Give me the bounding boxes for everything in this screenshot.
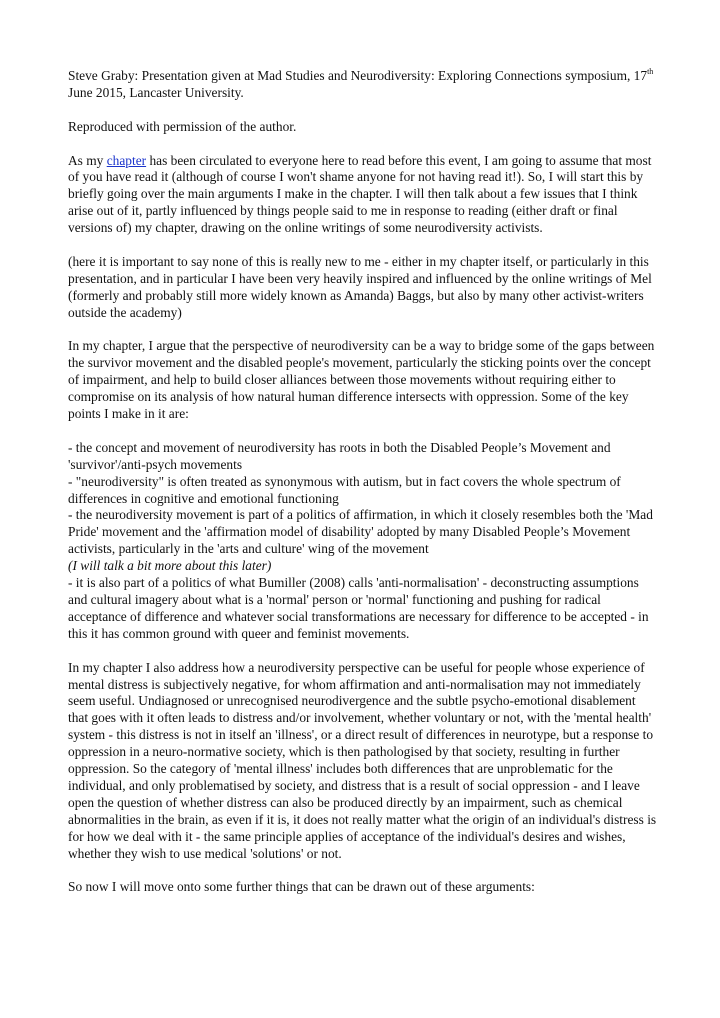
key-point: - the neurodiversity movement is part of a politics of affirmation, in which it closely resembles both the 'Mad Pride' movement and the 'affirmation model of disability' adopted by many Disabled People’s Movement activists, particularly in the 'arts and culture' wing of the movement: [68, 507, 653, 557]
aside-paragraph: (here it is important to say none of this is really new to me - either in my chapter itself, or particularly in this presentation, and in particular I have been very heavily inspired and influenced by the online writings of Mel (formerly and probably still more widely known as Amanda) Baggs, but also by many other activist-writers outside the academy): [68, 253, 652, 320]
chapter-link[interactable]: chapter: [106, 152, 147, 168]
key-point: - it is also part of a politics of what Bumiller (2008) calls 'anti-normalisation' - deconstructing assumptions and cultural imagery about what is a 'normal' person or 'normal' functioning and pushing for radical acceptance of difference and whatever social transformations are necessary for difference to be accepted - in this it has common ground with queer and feminist movements.: [68, 575, 649, 641]
header-superscript: th: [647, 67, 654, 76]
closing-paragraph: So now I will move onto some further things that can be drawn out of these arguments:: [68, 879, 535, 895]
key-point-note: (I will talk a bit more about this later): [68, 558, 272, 574]
intro-text-start: As my: [68, 152, 107, 168]
document-page: [68, 68, 658, 913]
intro-text-rest: has been circulated to everyone here to read before this event, I am going to assume that most of you have read it (although of course I won't shame anyone for not having read it!). So, I will start this by briefly going over the main arguments I make in the chapter. I will then talk about a few issues that I think arise out of it, partly influenced by things people said to me in response to reading (either draft or final versions of) my chapter, drawing on the online writings of some neurodiversity activists.: [68, 152, 652, 236]
intro-paragraph: [68, 153, 658, 238]
header-text: Steve Graby: Presentation given at Mad Studies and Neurodiversity: Exploring Connections symposium, 17: [68, 68, 648, 83]
key-point: - the concept and movement of neurodiversity has roots in both the Disabled People’s Movement and 'survivor'/anti-psych movements: [68, 439, 611, 472]
argument-paragraph: In my chapter, I argue that the perspective of neurodiversity can be a way to bridge some of the gaps between the survivor movement and the disabled people's movement, particularly the sticking points over the concept of impairment, and help to build closer alliances between those movements without requiring either to compromise on its analysis of how natural human difference intersects with oppression. Some of the key points I make in it are:: [68, 338, 655, 422]
key-points-list: [68, 440, 658, 643]
header-text-end: June 2015, Lancaster University.: [68, 84, 244, 100]
document-header: [68, 68, 658, 102]
distress-paragraph: In my chapter I also address how a neurodiversity perspective can be useful for people whose experience of mental distress is subjectively negative, for whom affirmation and anti-normalisation may not immediately seem useful. Undiagnosed or unrecognised neurodivergence and the subtle psycho-emotional disablement that goes with it often leads to distress and/or involvement, whether voluntary or not, with the 'mental health' system - this distress is not in itself an 'illness', or a direct result of differences in neurotype, but a response to oppression in a neuro-normative society, which is then pathologised by that society, resulting in further oppression. So the category of 'mental illness' includes both differences that are unproblematic for the individual, and only problematised by society, and distress that is a result of social oppression - and I leave open the question of whether distress can also be produced directly by an impairment, such as chemical abnormalities in the brain, as even if it is, it does not really matter what the origin of an individual's distress is for how we deal with it - the same principle applies of acceptance of the individual's desires and wishes, whether they wish to use medical 'solutions' or not.: [68, 659, 657, 861]
key-point: - "neurodiversity" is often treated as synonymous with autism, but in fact covers the whole spectrum of differences in cognitive and emotional functioning: [68, 473, 621, 506]
permission-note: Reproduced with permission of the author.: [68, 118, 297, 134]
